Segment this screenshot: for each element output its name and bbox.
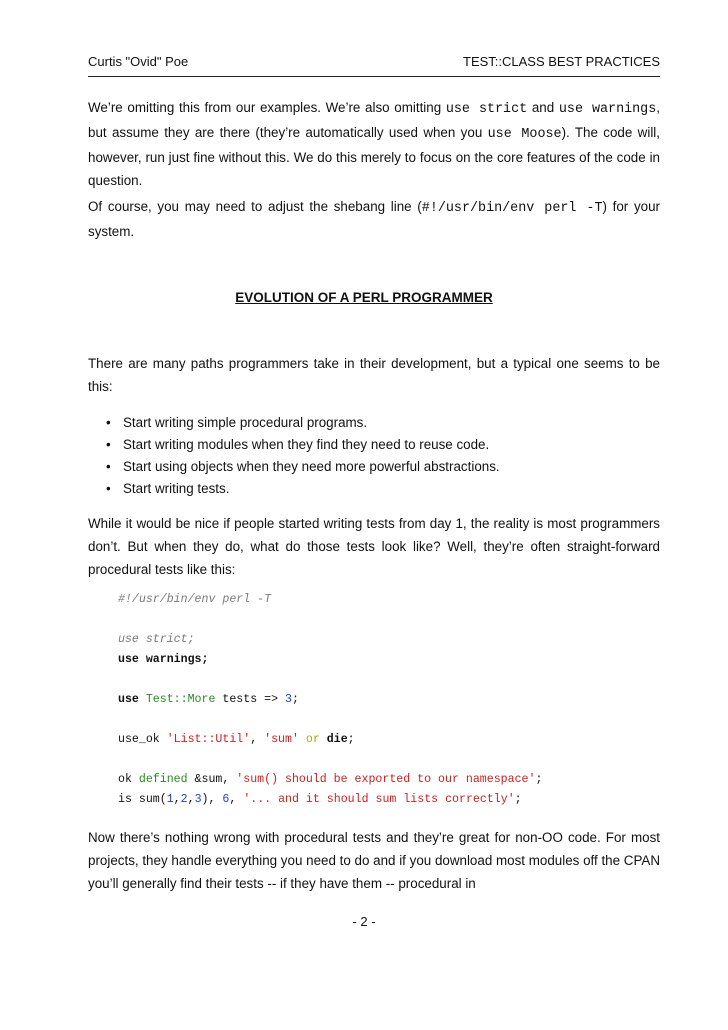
p1-text-2: and [527, 100, 559, 115]
header-rule [88, 76, 660, 77]
p2-text-2: ) for your system. [88, 199, 661, 239]
bullet-marker: • [106, 415, 111, 430]
paragraph-procedural: Now there’s nothing wrong with procedural tests and they’re great for non-OO code. For most projects, they handle everything you need to do and if you download most modules off the CPAN you’ll generally find their tests -- if they have them -- procedural in [88, 830, 660, 891]
code-line-use-test-more [118, 690, 542, 710]
code-line-use-ok [118, 730, 542, 750]
paragraph-paths: There are many paths programmers take in their development, but a typical one seems to be this: [88, 356, 660, 394]
code-number: 3 [285, 693, 292, 706]
paragraph-tests: While it would be nice if people started writing tests from day 1, the reality is most programmers don’t. But when they do, what do those tests look like? Well, they’re often straight-forward procedural tests like this: [88, 516, 660, 577]
list-item-text: Start using objects when they need more powerful abstractions. [123, 459, 500, 474]
paragraph-shebang [88, 195, 660, 243]
code-text: , [229, 793, 244, 806]
code-number: 2 [180, 793, 188, 806]
bullet-list [106, 412, 500, 500]
code-line-ok [118, 770, 542, 790]
code-keyword-die: die [326, 733, 348, 746]
bullet-marker: • [106, 481, 111, 496]
code-builtin-defined: defined [138, 773, 188, 786]
list-item-text: Start writing tests. [123, 481, 230, 496]
code-module-name: Test::More [145, 693, 216, 706]
list-item [106, 434, 500, 456]
code-text: , [173, 793, 181, 806]
code-line-is [118, 790, 542, 810]
list-item [106, 412, 500, 434]
code-function: ok [118, 773, 139, 786]
code-blank [118, 710, 542, 730]
code-blank [118, 610, 542, 630]
code-number: 6 [222, 793, 230, 806]
bullet-marker: • [106, 459, 111, 474]
code-block [118, 590, 542, 810]
list-item [106, 456, 500, 478]
list-item-text: Start writing simple procedural programs. [123, 415, 368, 430]
code-keyword-use: use [118, 693, 139, 706]
p2-text-1: Of course, you may need to adjust the shebang line ( [88, 199, 422, 214]
page-header [88, 54, 660, 74]
code-text: ; [514, 793, 522, 806]
code-string: '... and it should sum lists correctly' [243, 793, 515, 806]
paragraph-intro [88, 96, 660, 192]
code-line-strict: use strict; [118, 633, 195, 646]
code-blank [118, 670, 542, 690]
code-text: , [250, 733, 265, 746]
code-number: 3 [194, 793, 202, 806]
list-item [106, 478, 500, 500]
header-author: Curtis "Ovid" Poe [88, 54, 189, 69]
code-blank [118, 750, 542, 770]
code-text: ; [347, 733, 355, 746]
code-text: &sum, [187, 773, 237, 786]
p1-code-use-strict: use strict [445, 102, 528, 117]
p2-code-shebang: #!/usr/bin/env perl -T [421, 201, 603, 216]
code-string: 'List::Util' [166, 733, 251, 746]
page-number: - 2 - [352, 914, 376, 929]
code-string: 'sum' [264, 733, 299, 746]
header-document-title: TEST::CLASS BEST PRACTICES [463, 54, 660, 69]
code-text: ; [291, 693, 299, 706]
code-text: is sum( [118, 793, 167, 806]
p1-code-use-warnings: use warnings [558, 102, 657, 117]
section-title: EVOLUTION OF A PERL PROGRAMMER [235, 290, 493, 305]
p1-text-3: , but assume they are there (they’re automatically used when you [88, 100, 660, 140]
bullet-marker: • [106, 437, 111, 452]
list-item-text: Start writing modules when they find they need to reuse code. [123, 437, 490, 452]
code-text: , [187, 793, 195, 806]
p1-text-1: We’re omitting this from our examples. We’re also omitting [88, 100, 446, 115]
code-text: ; [535, 773, 543, 786]
code-line-shebang: #!/usr/bin/env perl -T [118, 593, 272, 606]
code-string: 'sum() should be exported to our namespace' [236, 773, 536, 786]
code-function: use_ok [118, 733, 167, 746]
code-number: 1 [166, 793, 174, 806]
code-operator-or: or [305, 733, 320, 746]
p1-code-use-moose: use Moose [487, 127, 562, 142]
code-text: tests => [215, 693, 285, 706]
code-line-warnings: use warnings; [118, 653, 209, 666]
code-text: ), [201, 793, 223, 806]
p1-text-4: ). The code will, however, run just fine without this. We do this merely to focus on the core features of the code in question. [88, 125, 660, 188]
